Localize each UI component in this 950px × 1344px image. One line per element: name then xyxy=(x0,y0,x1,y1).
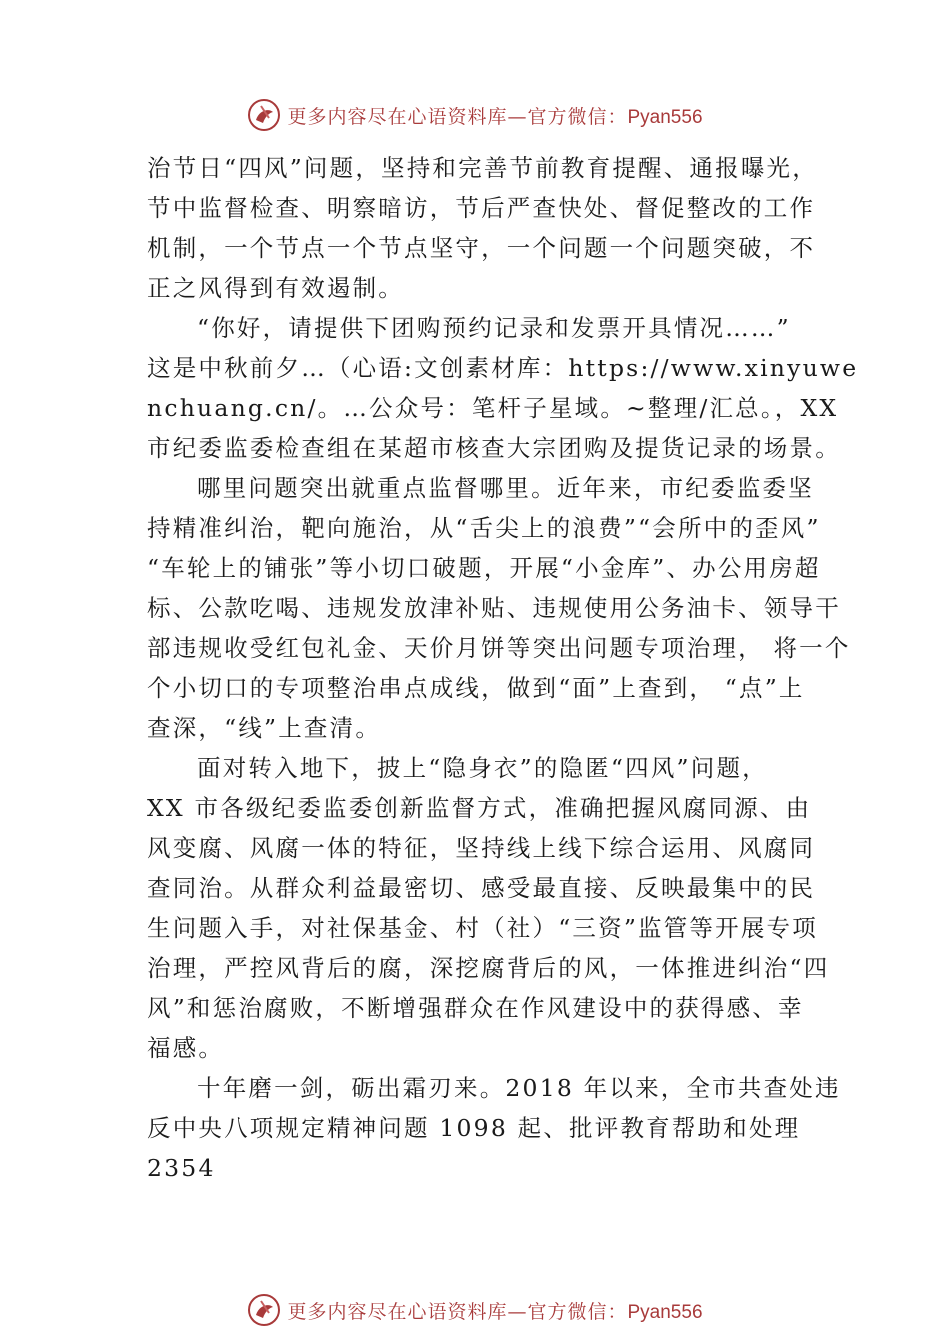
banner-text: 更多内容尽在心语资料库—官方微信：Pyan556 xyxy=(287,1300,703,1323)
text-line: nchuang.cn/。…公众号：笔杆子星域。~整理/汇总。，XX xyxy=(147,394,839,422)
text-line: XX 市各级纪委监委创新监督方式，准确把握风腐同源、由 xyxy=(147,794,812,822)
text-line: 标、公款吃喝、违规发放津补贴、违规使用公务油卡、领导干 xyxy=(147,594,841,622)
text-line: 治节日“四风”问题，坚持和完善节前教育提醒、通报曝光， xyxy=(147,154,818,182)
text-line: 反中央八项规定精神问题 1098 起、批评教育帮助和处理 xyxy=(147,1114,801,1142)
banner-text: 更多内容尽在心语资料库—官方微信：Pyan556 xyxy=(287,105,703,128)
text-line: 部违规收受红包礼金、天价月饼等突出问题专项治理， 将一个 xyxy=(147,634,851,662)
document-body xyxy=(147,148,859,1188)
text-line: 2354 xyxy=(147,1154,216,1182)
text-line: 机制，一个节点一个节点坚守，一个问题一个问题突破，不 xyxy=(147,234,816,262)
text-line: 节中监督检查、明察暗访，节后严查快处、督促整改的工作 xyxy=(147,194,816,222)
logo-icon xyxy=(247,98,281,132)
text-line: 查深，“线”上查清。 xyxy=(147,714,382,742)
text-line: 风”和惩治腐败，不断增强群众在作风建设中的获得感、幸 xyxy=(147,994,804,1022)
text-line: 市纪委监委检查组在某超市核查大宗团购及提货记录的场景。 xyxy=(147,434,841,462)
logo-icon xyxy=(247,1293,281,1327)
text-line: 治理，严控风背后的腐，深挖腐背后的风，一体推进纠治“四 xyxy=(147,954,830,982)
text-line: 查同治。从群众利益最密切、感受最直接、反映最集中的民 xyxy=(147,874,816,902)
header-banner xyxy=(0,95,950,135)
text-line: 面对转入地下，披上“隐身衣”的隐匿“四风”问题， xyxy=(197,754,768,782)
text-line: “你好，请提供下团购预约记录和发票开具情况……” xyxy=(197,314,791,342)
text-line: 正之风得到有效遏制。 xyxy=(147,274,404,302)
text-line: “车轮上的铺张”等小切口破题，开展“小金库”、办公用房超 xyxy=(147,554,821,582)
text-line: 十年磨一剑，砺出霜刃来。2018 年以来，全市共查处违 xyxy=(197,1074,841,1102)
text-line: 生问题入手，对社保基金、村（社）“三资”监管等开展专项 xyxy=(147,914,818,942)
text-line: 个小切口的专项整治串点成线，做到“面”上查到， “点”上 xyxy=(147,674,805,702)
text-line: 哪里问题突出就重点监督哪里。近年来，市纪委监委坚 xyxy=(197,474,814,502)
text-line: 持精准纠治，靶向施治，从“舌尖上的浪费”“会所中的歪风” xyxy=(147,514,821,542)
text-line: 福感。 xyxy=(147,1034,225,1062)
footer-banner xyxy=(0,1290,950,1330)
text-line: 这是中秋前夕…（心语:文创素材库：https://www.xinyuwe xyxy=(147,354,859,382)
text-line: 风变腐、风腐一体的特征，坚持线上线下综合运用、风腐同 xyxy=(147,834,816,862)
